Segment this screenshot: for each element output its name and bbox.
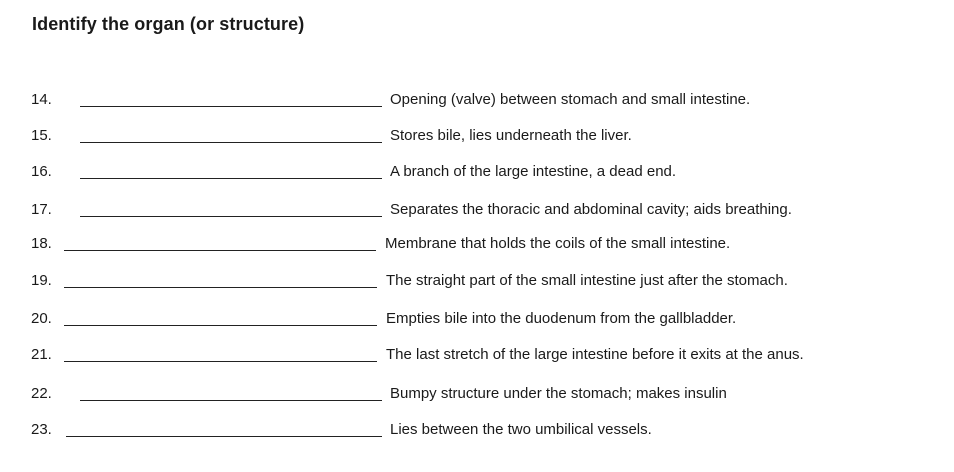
- worksheet-title: Identify the organ (or structure): [32, 14, 305, 34]
- question-row: [0, 90, 954, 114]
- question-number: 22.: [31, 385, 52, 402]
- question-number: 20.: [31, 310, 52, 327]
- answer-blank[interactable]: [80, 400, 382, 401]
- question-row: [0, 345, 954, 369]
- question-number: 21.: [31, 346, 52, 363]
- answer-blank[interactable]: [80, 216, 382, 217]
- answer-blank[interactable]: [66, 436, 382, 437]
- answer-blank[interactable]: [80, 142, 382, 143]
- question-row: [0, 271, 954, 295]
- question-row: [0, 420, 954, 444]
- question-clue: Empties bile into the duodenum from the gallbladder.: [386, 310, 737, 327]
- question-number: 16.: [31, 163, 52, 180]
- question-clue: Opening (valve) between stomach and small intestine.: [390, 91, 751, 108]
- question-row: [0, 234, 954, 258]
- question-number: 18.: [31, 235, 52, 252]
- answer-blank[interactable]: [80, 178, 382, 179]
- answer-blank[interactable]: [64, 361, 377, 362]
- question-clue: Stores bile, lies underneath the liver.: [390, 127, 632, 144]
- question-number: 23.: [31, 421, 52, 438]
- question-clue: A branch of the large intestine, a dead end.: [390, 163, 677, 180]
- question-clue: Separates the thoracic and abdominal cavity; aids breathing.: [390, 201, 792, 218]
- question-clue: Membrane that holds the coils of the small intestine.: [385, 235, 731, 252]
- answer-blank[interactable]: [64, 287, 377, 288]
- question-number: 15.: [31, 127, 52, 144]
- question-row: [0, 309, 954, 333]
- question-row: [0, 200, 954, 224]
- question-number: 19.: [31, 272, 52, 289]
- question-clue: The last stretch of the large intestine before it exits at the anus.: [386, 346, 804, 363]
- question-number: 17.: [31, 201, 52, 218]
- question-row: [0, 384, 954, 408]
- question-number: 14.: [31, 91, 52, 108]
- question-row: [0, 126, 954, 150]
- answer-blank[interactable]: [80, 106, 382, 107]
- question-row: [0, 162, 954, 186]
- question-clue: The straight part of the small intestine just after the stomach.: [386, 272, 788, 289]
- answer-blank[interactable]: [64, 250, 376, 251]
- question-clue: Bumpy structure under the stomach; makes insulin: [390, 385, 727, 402]
- question-clue: Lies between the two umbilical vessels.: [390, 421, 652, 438]
- answer-blank[interactable]: [64, 325, 377, 326]
